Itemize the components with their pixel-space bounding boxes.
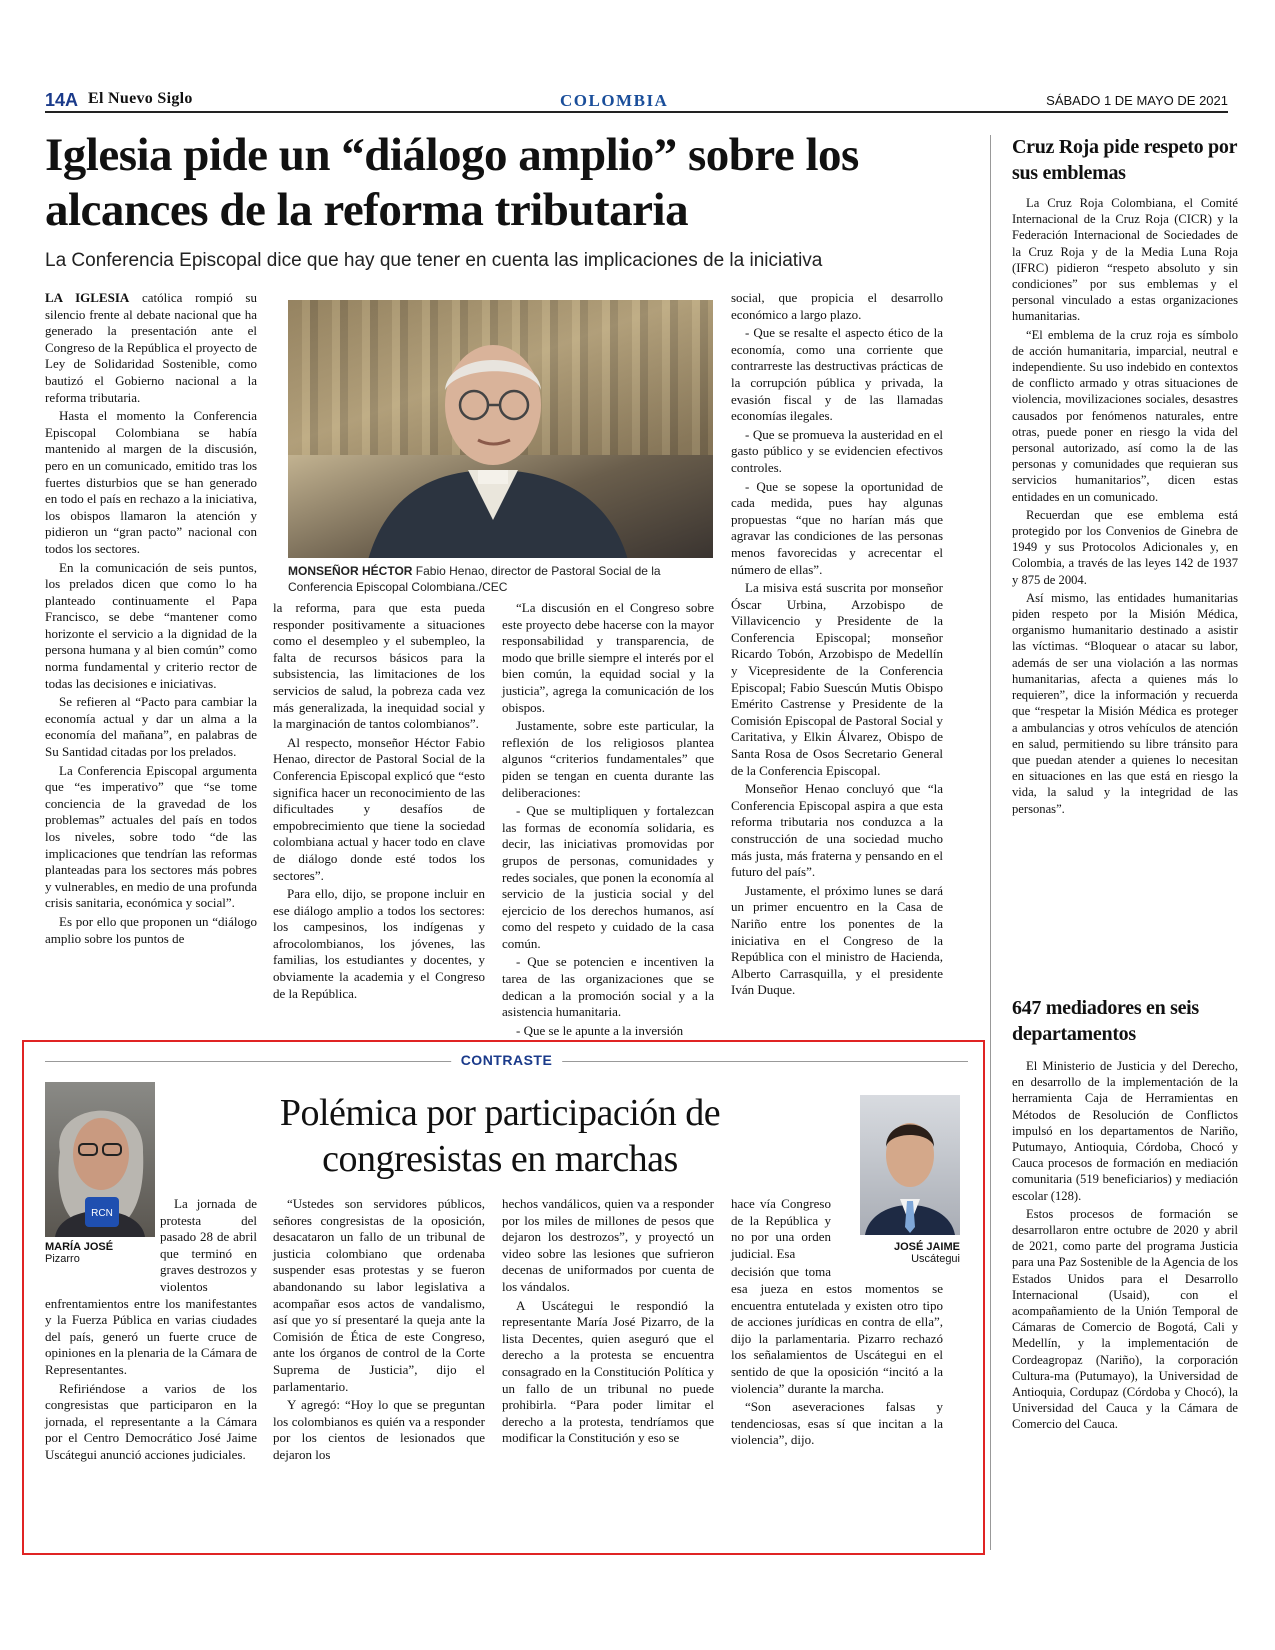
main-photo-caption: MONSEÑOR HÉCTOR Fabio Henao, director de Pastoral Social de la Conferencia Episcopal Colombiana./CEC bbox=[288, 564, 661, 594]
lead-in: LA IGLESIA bbox=[45, 290, 130, 305]
sidebar-headline-cruz-roja: Cruz Roja pide respeto por sus emblemas bbox=[1012, 136, 1237, 184]
main-column-4: social, que propicia el desarrollo económico a largo plazo. - Que se resalte el aspecto ético de la economía, como una corriente que contrarreste las destructivas prácticas de la corrupción pública y privada, la evasión fiscal y de las llamadas economías ilegales. - Que se promueva la austeridad en el gasto público y se evidencien efectivos controles. - Que se sopese la oportunidad de cada medida, pues hay algunas propuestas “que no harían más que agravar las condiciones de las personas menos favorecidas y acrecentar el número de ellas”. La misiva está suscrita por monseñor Óscar Urbina, Arzobispo de Villavicencio y Presidente de la Conferencia Episcopal; monseñor Ricardo Tobón, Arzobispo de Medellín y Vicepresidente de la Conferencia Episcopal; Fabio Suescún Mutis Obispo Emérito Castrense y Presidente de la Comisión Episcopal de Pastoral Social y Caritativa, y Elkin Álvarez, Obispo de Santa Rosa de Osos Secretario General de la Conferencia Episcopal. Monseñor Henao concluyó que “la Conferencia Episcopal aspira a que esta reforma tributaria nos conduzca a la construcción de una sociedad mucho más justa, más fraterna y pensando en el futuro del país”. Justamente, el próximo lunes se dará un primer encuentro en la Casa de Nariño entre los ponentes de la iniciativa en el Congreso de la República con el ministro de Hacienda, Alberto Carrasquilla, y el presidente Iván Duque. bbox=[731, 290, 943, 998]
caption-right: JOSÉ JAIME Uscátegui bbox=[893, 1241, 960, 1265]
page-number: 14A bbox=[45, 90, 79, 110]
main-column-1: LA IGLESIA católica rompió su silencio frente al debate nacional que ha generado la presentación ante el Congreso de la República el proyecto de Ley de Solidaridad Sostenible, como bautizó el Gobierno nacional a la reforma tributaria. Hasta el momento la Conferencia Episcopal Colombiana se había mantenido al margen de la discusión, pero en un comunicado, emitido tras los fuertes disturbios que se han generado en todo el país en rechazo a la iniciativa, los obispos llamaron la atención y pidieron un “gran pacto” nacional con todos los sectores. En la comunicación de seis puntos, los prelados dicen que como lo ha planteado continuamente el Papa Francisco, se debe “mantener como horizonte el servicio a la dignidad de la persona humana y al bien común” como norma fundamental y criterio rector de todas las decisiones e iniciativas. Se refieren al “Pacto para cambiar la economía actual y dar un alma a la economía del mañana”, en palabras de Su Santidad citadas por los prelados. La Conferencia Episcopal argumenta que “es imperativo” que “se tome conciencia de la gravedad de los problemas” actuales del país en todos los niveles, sobre todo “de las implicaciones que tendrían las reformas planteadas para los sectores más pobres y vulnerables, en medio de una profunda crisis sanitaria, económica y social”. Es por ello que proponen un “diálogo amplio sobre los puntos de bbox=[45, 290, 257, 946]
portrait-figure bbox=[328, 320, 658, 558]
section-label: COLOMBIA bbox=[560, 91, 669, 110]
sidebar-story-mediadores: El Ministerio de Justicia y del Derecho, en desarrollo de la implementación de la herramienta Caja de Herramientas en Métodos de Resolución de Conflictos impulsó en los departamentos de Nariño, Putumayo, Antioquia, Córdoba, Chocó y Cauca procesos de formación en mediación comunitaria (519 beneficiarios) y mediación escolar (128). Estos procesos de formación se desarrollaron entre octubre de 2020 y abril de 2021, como parte del programa Justicia para una Paz Sostenible de la Agencia de los Estados Unidos para el Desarrollo Internacional (Usaid), con el acompañamiento de la Unión Temporal de Cámaras de Comercio de Bogotá, Cali y Medellín, y la implementación de Cordeagropaz (Nariño), la corporación Cultura-ma (Putumayo), la Universidad de Antioquia, Cordupaz (Córdoba y Chocó), la Universidad del Cauca y la Cámara de Comercio del Cauca. bbox=[1012, 1059, 1238, 1432]
main-column-3: “La discusión en el Congreso sobre este proyecto debe hacerse con la mayor responsabilidad y transparencia, de modo que brille siempre el interés por el bien común, la equidad social y la justicia”, agrega la comunicación de los obispos. Justamente, sobre este particular, la reflexión de los religiosos plantea algunos “criterios fundamentales” que piden se tengan en cuenta durante las deliberaciones: - Que se multipliquen y fortalezcan las formas de economía solidaria, es decir, las iniciativas promovidas por grupos de personas, comunidades y redes sociales, que ponen la economía al servicio de la justicia social y del ejercicio de los derechos humanos, así como del respeto y cuidado de la casa común. - Que se potencien e incentiven la tarea de las organizaciones que se dedican a la promoción social y a la asistencia humanitaria. - Que se le apunte a la inversión bbox=[502, 600, 714, 1038]
publication-name: El Nuevo Siglo bbox=[88, 90, 193, 107]
caption-left: MARÍA JOSÉ Pizarro bbox=[45, 1241, 114, 1265]
main-headline: Iglesia pide un “diálogo amplio” sobre los alcances de la reforma tributaria bbox=[45, 129, 859, 236]
contraste-label-bar bbox=[45, 1053, 968, 1069]
contraste-column-1: La jornada de protesta del pasado 28 de abril que terminó en graves destrozos y violentos enfrentamientos entre los manifestantes y la Fuerza Pública en varias ciudades del país, generó un fuerte cruce de opiniones en la plenaria de la Cámara de Representantes. Refiriéndose a varios de los congresistas que participaron en la jornada, el representante a la Cámara por el Centro Democrático José Jaime Uscátegui anunció acciones judiciales. bbox=[45, 1196, 257, 1462]
main-photo-monsenor bbox=[288, 300, 713, 558]
sidebar-divider bbox=[990, 135, 991, 1550]
sidebar-headline-mediadores: 647 mediadores en seis departamentos bbox=[1012, 997, 1199, 1045]
main-subhead: La Conferencia Episcopal dice que hay que tener en cuenta las implicaciones de la iniciativa bbox=[45, 250, 823, 271]
sidebar-story-cruz-roja: La Cruz Roja Colombiana, el Comité Internacional de la Cruz Roja (CICR) y la Federación Internacional de Sociedades de la Cruz Roja y de la Media Luna Roja (IFRC) pidieron “respeto absoluto y sin condiciones” por sus emblemas y el personal vinculado a estas organizaciones humanitarias. “El emblema de la cruz roja es símbolo de acción humanitaria, imparcial, neutral e independiente. Su uso indebido en contextos de conflicto armado y otras situaciones de violencia, movilizaciones sociales, desastres causados por fenómenos naturales, entre otras, puede poner en riesgo la vida del personal autorizado, así como la de las personas y comunidades que requieran sus servicios humanitarios”, dicen estas entidades en un comunicado. Recuerdan que ese emblema está protegido por los Convenios de Ginebra de 1949 y sus Protocolos Adicionales y, en Colombia, a través de las leyes 142 de 1937 y 875 de 2004. Así mismo, las entidades humanitarias piden respeto por la Misión Médica, organismo humanitario destinado a asistir las víctimas. “Bloquear o atacar su labor, además de ser una violación a las normas humanitarias, afecta a quienes más lo requieren”, dice la información y recuerda que “respetar la Misión Médica es proteger a ambulancias y otros vehículos de atención en salud, permitiendo su libre tránsito para que puedan atender a quienes lo necesitan en situaciones en las que está en riesgo la vida, la salud y la integridad de las personas”. bbox=[1012, 196, 1238, 816]
main-column-2: la reforma, para que esta pueda responder positivamente a situaciones como el desempleo y el subempleo, la falta de recursos básicos para la subsistencia, las limitaciones de los servicios de salud, la pobreza cada vez más generalizada, la inequidad social y la marginación de tantos colombianos”. Al respecto, monseñor Héctor Fabio Henao, director de Pastoral Social de la Conferencia Episcopal explicó que “esto significa hacer un reconocimiento de las dificultades y desafíos de empobrecimiento que tiene la sociedad colombiana actual y hacer todo en clave de diálogo donde esté todos los sectores”. Para ello, dijo, se propone incluir en ese diálogo amplio a todos los sectores: los campesinos, los indígenas y afrocolombianos, los jóvenes, las familias, los estudiantes y docentes, y obviamente la academia y el Congreso de la República. bbox=[273, 600, 485, 1001]
svg-text:RCN: RCN bbox=[91, 1208, 113, 1219]
header-rule bbox=[45, 111, 1228, 113]
contraste-column-2: “Ustedes son servidores públicos, señores congresistas de la oposición, desacataron un fallo de un tribunal de justicia colombiano que ordenaba suspender esas protestas y se fueron abandonando su labor legislativa a acompañar esos actos de vandalismo, así que yo sí presentaré la queja ante la Comisión de Ética de este Congreso, ante los órganos de control de la Corte Suprema de Justicia”, dijo el parlamentario. Y agregó: “Hoy lo que se preguntan los colombianos es quién va a responder por los cientos de lesionados que dejaron los bbox=[273, 1196, 485, 1462]
contraste-column-3: hechos vandálicos, quien va a responder por los miles de millones de pesos que dejaron los destrozos”, y proyectó un video sobre las lesiones que sufrieron decenas de uniformados por cuenta de los vándalos. A Uscátegui le respondió la representante María José Pizarro, de la lista Decentes, quien aseguró que el derecho a la protesta se encuentra consagrado en la Constitución Política y un fallo de un tribunal no puede prohibirla. “Para poder limitar el derecho a la protesta, tendríamos que modificar la Constitución y eso se bbox=[502, 1196, 714, 1446]
contraste-headline: Polémica por participación de congresistas en marchas bbox=[279, 1092, 721, 1180]
issue-date: SÁBADO 1 DE MAYO DE 2021 bbox=[1046, 93, 1228, 108]
contraste-column-4: hace vía Congreso de la República y no por una orden judicial. Esa decisión que toma esa jueza en estos momentos se encuentra entutelada y existen otro tipo de acciones jurídicas en contra de ella”, dijo la parlamentaria. Pizarro rechazó los señalamientos de Uscátegui en el sentido de que la oposición “incitó a la violencia” durante la marcha. “Son aseveraciones falsas y tendenciosas, esas sí que incitan a la violencia”, dijo. bbox=[731, 1196, 943, 1448]
contraste-label: CONTRASTE bbox=[451, 1052, 563, 1068]
